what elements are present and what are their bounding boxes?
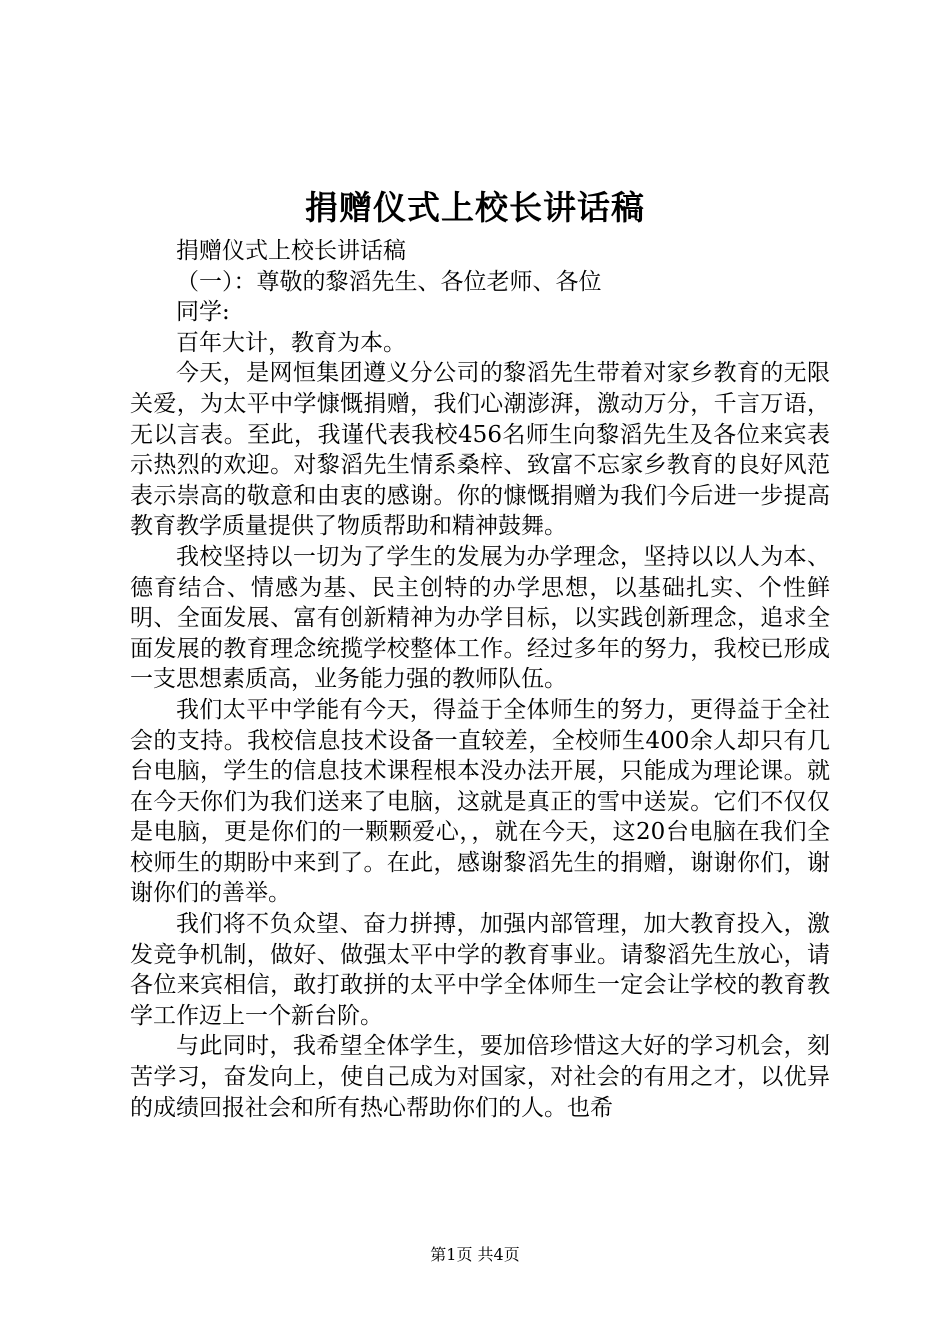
- salutation-continued: 同学:: [176, 299, 230, 326]
- body-paragraph: 今天，是网恒集团遵义分公司的黎滔先生带着对家乡教育的无限关爱，为太平中学慷慨捐赠，我们心潮澎湃，激动万分，千言万语，无以言表。至此，我谨代表我校456名师生向黎滔先生及各位来宾表示热烈的欢迎。对黎滔先生情系桑梓、致富不忘家乡教育的良好风范表示崇高的敬意和由衷的感谢。你的慷慨捐赠为我们今后进一步提高教育教学质量提供了物质帮助和精神鼓舞。: [130, 360, 830, 540]
- salutation-paragraph: （一）：尊敬的黎滔先生、各位老师、各位: [176, 268, 602, 295]
- body-paragraph: 我校坚持以一切为了学生的发展为办学理念，坚持以以人为本、德育结合、情感为基、民主创特的办学思想，以基础扎实、个性鲜明、全面发展、富有创新精神为办学目标，以实践创新理念，追求全面发展的教育理念统揽学校整体工作。经过多年的努力，我校已形成一支思想素质高，业务能力强的教师队伍。: [130, 543, 830, 693]
- page-number-footer: 第1页 共4页: [430, 1245, 520, 1264]
- body-paragraph: 我们太平中学能有今天，得益于全体师生的努力，更得益于全社会的支持。我校信息技术设备一直较差，全校师生400余人却只有几台电脑，学生的信息技术课程根本没办法开展，只能成为理论课。就在今天你们为我们送来了电脑，这就是真正的雪中送炭。它们不仅仅是电脑，更是你们的一颗颗爱心，，就在今天，这20台电脑在我们全校师生的期盼中来到了。在此，感谢黎滔先生的捐赠，谢谢你们，谢谢你们的善举。: [130, 696, 830, 907]
- document-body: [130, 236, 830, 1123]
- document-title: 捐赠仪式上校长讲话稿: [305, 188, 645, 227]
- opening-paragraph: 百年大计，教育为本。: [176, 329, 406, 356]
- subtitle-paragraph: 捐赠仪式上校长讲话稿: [176, 238, 406, 264]
- body-paragraph: 与此同时，我希望全体学生，要加倍珍惜这大好的学习机会，刻苦学习，奋发向上，使自己成为对国家，对社会的有用之才，以优异的成绩回报社会和所有热心帮助你们的人。也希: [130, 1033, 830, 1121]
- body-paragraph: 我们将不负众望、奋力拼搏，加强内部管理，加大教育投入，激发竞争机制，做好、做强太平中学的教育事业。请黎滔先生放心，请各位来宾相信，敢打敢拼的太平中学全体师生一定会让学校的教育教学工作迈上一个新台阶。: [130, 911, 830, 1029]
